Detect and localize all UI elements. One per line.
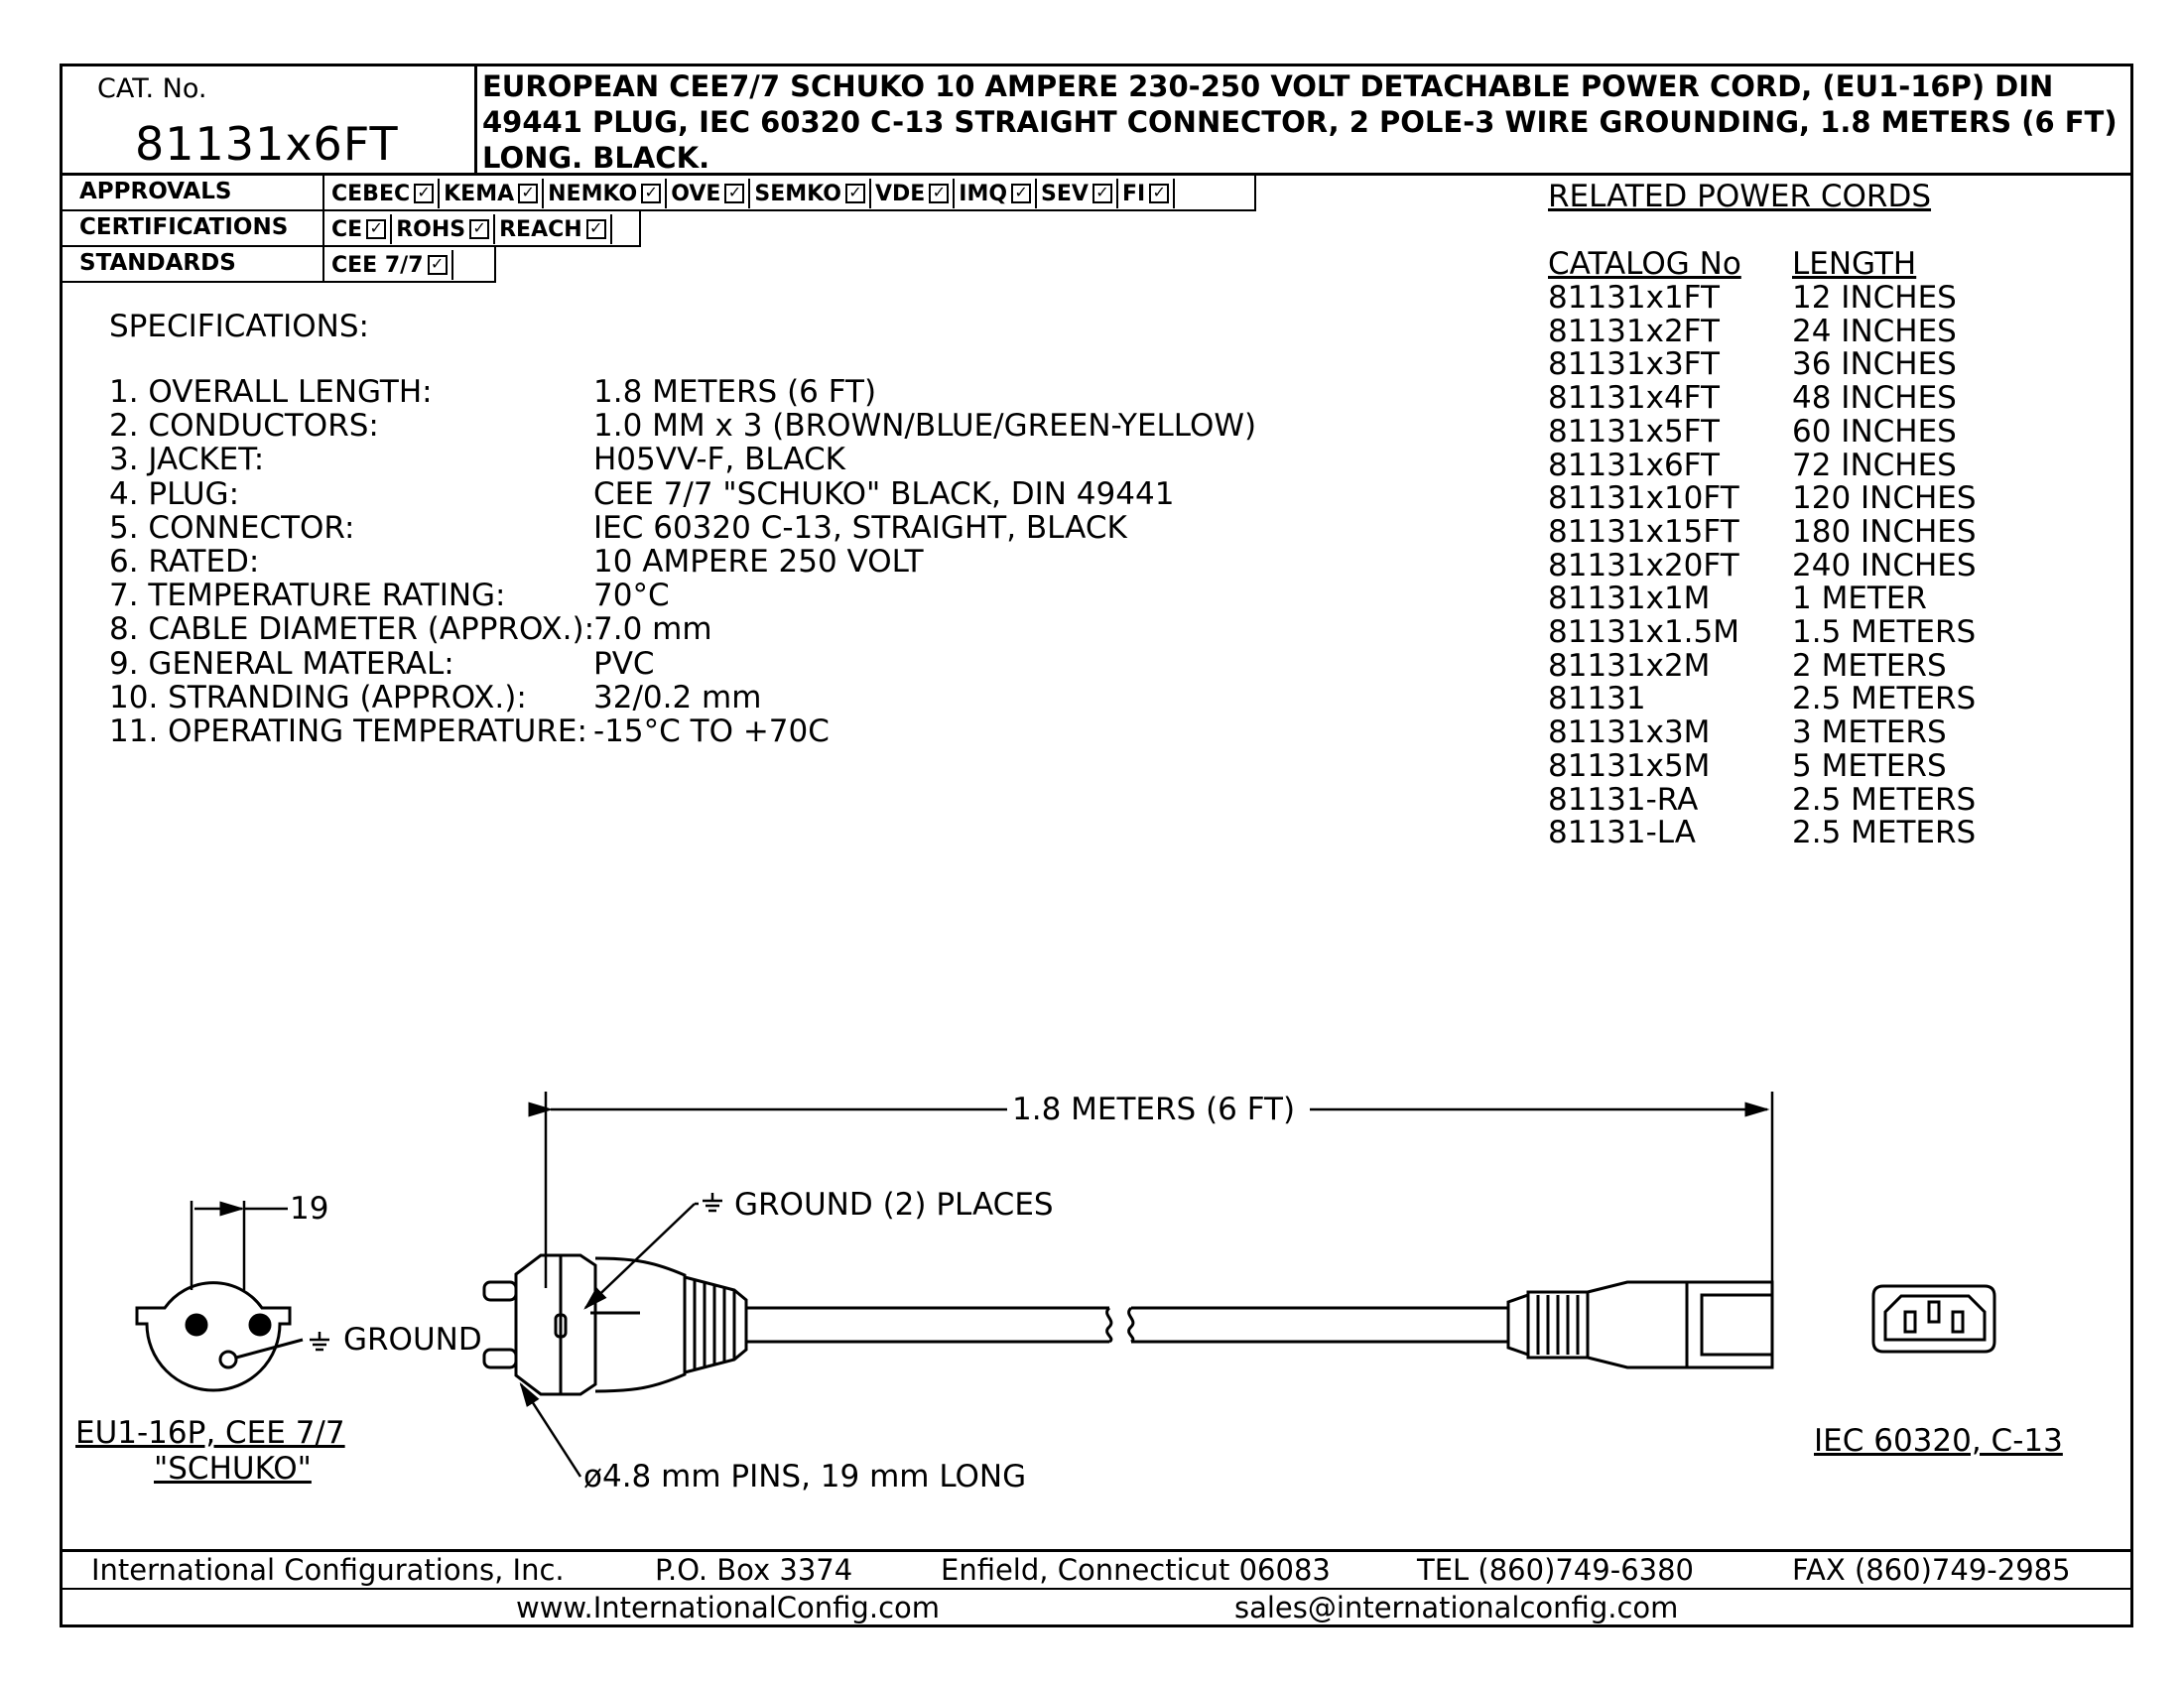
approval-name: OVE: [671, 181, 721, 206]
related-catalog: 81131x5M: [1548, 747, 1711, 784]
approval-name: SEMKO: [754, 181, 841, 206]
approval-name: CE: [331, 216, 363, 242]
footer-top-rule: [60, 1549, 2133, 1552]
spec-value: 10 AMPERE 250 VOLT: [593, 544, 924, 580]
checkbox-checked-icon: ✓: [1149, 184, 1169, 203]
related-catalog: 81131-LA: [1548, 815, 1696, 851]
checkbox-checked-icon: ✓: [469, 219, 489, 239]
checkbox-checked-icon: ✓: [845, 184, 865, 203]
title-line-2: 49441 PLUG, IEC 60320 C-13 STRAIGHT CONNECTOR, 2 POLE-3 WIRE GROUNDING, 1.8 METERS (6 FT): [482, 105, 2118, 139]
spec-label: 9. GENERAL MATERAL:: [109, 645, 454, 682]
checkbox-checked-icon: ✓: [1011, 184, 1031, 203]
related-length: 2.5 METERS: [1792, 815, 1977, 851]
related-catalog: 81131x1M: [1548, 581, 1711, 617]
approvals-label: APPROVALS: [79, 179, 232, 204]
length-dimension: 1.8 METERS (6 FT): [1012, 1092, 1296, 1127]
plug-side-icon: [484, 1255, 746, 1394]
spec-label: 7. TEMPERATURE RATING:: [109, 578, 506, 614]
related-length: 240 INCHES: [1792, 547, 1977, 584]
checkbox-checked-icon: ✓: [641, 184, 661, 203]
related-catalog: 81131x10FT: [1548, 480, 1739, 517]
footer-fax: FAX (860)749-2985: [1792, 1553, 2071, 1587]
spec-value: 7.0 mm: [593, 611, 712, 648]
related-length: 48 INCHES: [1792, 380, 1957, 417]
plug-caption: EU1-16P, CEE 7/7: [75, 1415, 345, 1451]
related-catalog: 81131x20FT: [1548, 547, 1739, 584]
spec-heading: SPECIFICATIONS:: [109, 309, 369, 344]
cat-label: CAT. No.: [97, 73, 207, 104]
spec-label: 2. CONDUCTORS:: [109, 408, 379, 445]
title-line-3: LONG. BLACK.: [482, 141, 710, 175]
related-length: 5 METERS: [1792, 747, 1947, 784]
pins-label: ø4.8 mm PINS, 19 mm LONG: [583, 1459, 1027, 1494]
footer-tel: TEL (860)749-6380: [1417, 1553, 1695, 1587]
connector-side-icon: [1508, 1282, 1772, 1367]
checkbox-checked-icon: ✓: [1092, 184, 1112, 203]
related-heading: RELATED POWER CORDS: [1548, 179, 1932, 214]
title-line-1: EUROPEAN CEE7/7 SCHUKO 10 AMPERE 230-250 VOLT DETACHABLE POWER CORD, (EU1-16P) DIN: [482, 69, 2054, 103]
related-length: 24 INCHES: [1792, 313, 1957, 349]
checkbox-checked-icon: ✓: [586, 219, 606, 239]
spec-label: 8. CABLE DIAMETER (APPROX.):: [109, 611, 595, 648]
checkbox-checked-icon: ✓: [428, 255, 448, 275]
connector-face-icon: [1873, 1286, 1994, 1352]
cat-number: 81131x6FT: [135, 117, 399, 171]
related-catalog: 81131x1FT: [1548, 280, 1720, 316]
related-catalog: 81131x2FT: [1548, 313, 1720, 349]
spec-label: 11. OPERATING TEMPERATURE:: [109, 714, 587, 749]
spec-value: 32/0.2 mm: [593, 679, 762, 715]
spec-value: H05VV-F, BLACK: [593, 442, 845, 478]
checkbox-checked-icon: ✓: [724, 184, 744, 203]
related-length: 1 METER: [1792, 581, 1927, 617]
related-catalog: 81131x3M: [1548, 714, 1711, 751]
approval-name: NEMKO: [548, 181, 638, 206]
spec-label: 4. PLUG:: [109, 475, 240, 512]
spec-label: 5. CONNECTOR:: [109, 509, 355, 546]
related-length: 180 INCHES: [1792, 513, 1977, 550]
related-col-length: LENGTH: [1792, 246, 1917, 282]
related-catalog: 81131x2M: [1548, 647, 1711, 684]
approval-name: IMQ: [959, 181, 1008, 206]
approval-name: VDE: [874, 181, 926, 206]
related-length: 2 METERS: [1792, 647, 1947, 684]
spec-value: 70°C: [593, 578, 670, 614]
related-length: 60 INCHES: [1792, 413, 1957, 450]
standards-label: STANDARDS: [79, 250, 236, 276]
spec-value: -15°C TO +70C: [593, 714, 830, 749]
related-length: 1.5 METERS: [1792, 614, 1977, 650]
related-col-catalog: CATALOG No: [1548, 246, 1741, 282]
face-dimension: 19: [290, 1191, 329, 1227]
footer-website[interactable]: www.InternationalConfig.com: [516, 1591, 940, 1624]
related-length: 3 METERS: [1792, 714, 1947, 751]
approval-name: CEE 7/7: [331, 252, 424, 278]
footer-email[interactable]: sales@internationalconfig.com: [1234, 1591, 1679, 1624]
related-length: 12 INCHES: [1792, 280, 1957, 316]
cable-icon: [746, 1308, 1508, 1342]
checkbox-checked-icon: ✓: [929, 184, 949, 203]
spec-value: CEE 7/7 "SCHUKO" BLACK, DIN 49441: [593, 475, 1175, 512]
footer-city: Enfield, Connecticut 06083: [941, 1553, 1331, 1587]
plug-face-icon: [137, 1283, 303, 1390]
ground-label: GROUND: [343, 1322, 482, 1358]
related-length: 120 INCHES: [1792, 480, 1977, 517]
related-catalog: 81131: [1548, 681, 1646, 717]
checkbox-checked-icon: ✓: [518, 184, 538, 203]
related-length: 2.5 METERS: [1792, 681, 1977, 717]
plug-caption-schuko: "SCHUKO": [154, 1451, 312, 1487]
spec-label: 6. RATED:: [109, 544, 260, 580]
spec-value: 1.0 MM x 3 (BROWN/BLUE/GREEN-YELLOW): [593, 408, 1257, 445]
related-catalog: 81131x15FT: [1548, 513, 1739, 550]
approval-name: FI: [1121, 181, 1146, 206]
approval-name: ROHS: [396, 216, 466, 242]
spec-label: 1. OVERALL LENGTH:: [109, 374, 433, 410]
footer-mid-rule: [60, 1588, 2133, 1590]
related-length: 2.5 METERS: [1792, 781, 1977, 818]
checkbox-checked-icon: ✓: [366, 219, 386, 239]
certifications-label: CERTIFICATIONS: [79, 214, 289, 240]
related-catalog: 81131x6FT: [1548, 447, 1720, 483]
related-catalog: 81131x3FT: [1548, 346, 1720, 383]
approval-name: SEV: [1041, 181, 1089, 206]
footer-po-box: P.O. Box 3374: [655, 1553, 853, 1587]
spec-label: 3. JACKET:: [109, 442, 265, 478]
approval-name: CEBEC: [331, 181, 411, 206]
related-catalog: 81131x4FT: [1548, 380, 1720, 417]
related-catalog: 81131x5FT: [1548, 413, 1720, 450]
ground-places-label: GROUND (2) PLACES: [734, 1187, 1054, 1223]
footer-company: International Configurations, Inc.: [91, 1553, 565, 1587]
related-catalog: 81131-RA: [1548, 781, 1699, 818]
connector-caption: IEC 60320, C-13: [1814, 1423, 2063, 1459]
approval-name: REACH: [499, 216, 582, 242]
spec-value: IEC 60320 C-13, STRAIGHT, BLACK: [593, 509, 1127, 546]
spec-value: PVC: [593, 645, 655, 682]
spec-value: 1.8 METERS (6 FT): [593, 374, 877, 410]
related-length: 36 INCHES: [1792, 346, 1957, 383]
spec-label: 10. STRANDING (APPROX.):: [109, 679, 527, 715]
leader-lines: [521, 1204, 699, 1477]
approval-name: KEMA: [444, 181, 515, 206]
related-length: 72 INCHES: [1792, 447, 1957, 483]
related-catalog: 81131x1.5M: [1548, 614, 1740, 650]
checkbox-checked-icon: ✓: [414, 184, 434, 203]
